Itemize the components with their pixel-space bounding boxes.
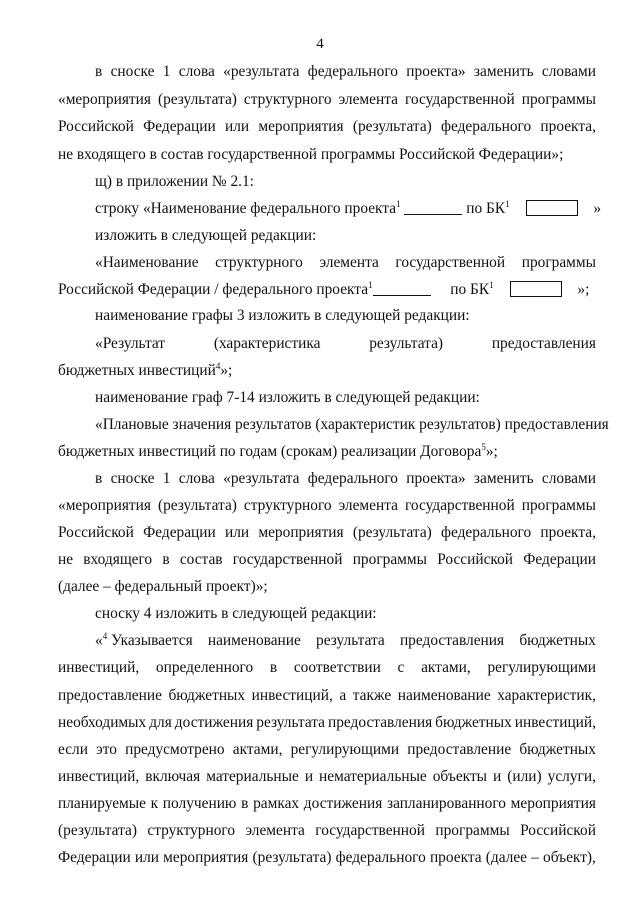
word: государственной [395,254,506,271]
word: в [269,659,278,676]
word: инвестиций, [514,714,596,731]
word: наименование [207,632,301,649]
word: государственной [232,551,343,568]
word: (результата) [58,822,137,839]
para8-line1: наименование граф 7-14 изложить в следующей редакции: [95,389,480,406]
word: предоставление [58,687,162,704]
word: словами [541,63,596,80]
para4-line1: изложить в следующей редакции: [95,227,317,244]
word: инвестиций, [251,687,333,704]
para10-line2 [58,496,596,516]
word: Федерации [58,849,131,866]
para12-line8 [58,821,596,841]
word: проекта» [406,63,466,80]
para12-line1 [95,631,596,651]
word: заменить [473,63,534,80]
word: соответствии [293,659,381,676]
para5-mid: по БК [450,281,490,298]
word: Федерации [523,551,596,568]
word: программы [435,822,510,839]
para12-line7 [58,794,596,814]
word: (или) [507,768,542,785]
para5-end: »; [577,281,590,298]
word: проекта» [406,470,466,487]
word: программы [521,497,596,514]
word: (результата) [352,524,432,541]
word: бюджетных [435,714,512,731]
word: государственной [405,91,515,108]
para1-line2 [58,90,596,110]
word: элемента [338,497,398,514]
word: федерального [441,118,532,135]
word: слова [178,470,215,487]
word: структурного [243,497,332,514]
word: Российской [58,524,134,541]
word: не [58,551,74,568]
word: наименование [397,687,491,704]
word: для [149,714,172,731]
para7-prefix: бюджетных инвестиций [58,362,216,379]
word: Российской [520,822,596,839]
para5-line2 [58,280,596,300]
word: Российской [58,118,134,135]
word: элемента [319,254,379,271]
word: результата) [369,335,444,352]
word: 1 [162,63,171,80]
word: (результата) [252,849,332,866]
word: государственной [315,822,425,839]
word: или [134,849,159,866]
word: мероприятия [258,524,344,541]
word: бюджетных [519,632,596,649]
word: словами [541,470,596,487]
word: состав [179,551,223,568]
para9-line1: «Плановые значения результатов (характеристик результатов) предоставления [95,416,609,433]
word: в [95,63,103,80]
word: инвестиций, [58,768,140,785]
para1-line3 [58,117,596,137]
word: инвестиций, [58,659,140,676]
word: нематериальные [319,768,427,785]
para3-prefix: строку «Наименование федерального проекта [95,200,397,217]
word: 1 [162,470,171,487]
para10-line4 [58,550,596,570]
word: (далее [485,849,528,866]
word: структурного [215,254,303,271]
word: программы [352,551,427,568]
word: предоставления [399,632,505,649]
word: это [96,741,117,758]
word: в [95,470,103,487]
word: результата [256,714,325,731]
word: (характеристика [213,335,321,352]
word: в [162,551,170,568]
word: достижения [303,795,383,812]
word: «Результат [95,335,166,352]
word: регулирующими [290,741,400,758]
para5-sup1: 1 [368,280,373,290]
word: объекты [432,768,488,785]
word: (результата) [157,497,237,514]
word: структурного [243,91,332,108]
word: материальные [206,768,299,785]
para6-line1: наименование графы 3 изложить в следующей редакции: [95,307,470,324]
para9-prefix: бюджетных инвестиций по годам (срокам) реализации Договора [58,443,482,460]
word: входящего [83,551,153,568]
para1-line1 [95,62,596,82]
para9-end: »; [485,443,498,460]
para7-end: »; [220,362,233,379]
word: или [224,524,250,541]
word: «результата [223,470,300,487]
para1-line4: не входящего в состав государственной программы Российской Федерации»; [58,146,564,163]
word: результата [316,632,385,649]
word: и [493,768,502,785]
para3-mid: по БК [466,200,506,217]
word: а [339,687,347,704]
word: услуги, [547,768,596,785]
word: проекта, [540,524,596,541]
word: определенного [155,659,254,676]
para3-line1 [95,199,602,219]
para11-line1: сноску 4 изложить в следующей редакции: [95,605,377,622]
page-number: 4 [316,36,324,52]
para3-sup1: 1 [396,199,401,209]
blank-box-field [510,281,562,297]
para7-line2 [58,361,596,381]
para7-sup: 4 [215,361,221,371]
word: если [58,741,88,758]
word: получению [162,795,237,812]
word: структурного [147,822,236,839]
word: федерального [307,470,398,487]
para5-line1 [95,253,596,273]
para9-sup: 5 [481,442,486,452]
word: бюджетных [519,741,596,758]
para10-line5: (далее – федеральный проект)»; [58,578,268,595]
word: предоставление [407,741,512,758]
word: «мероприятия [58,497,151,514]
word: сноске [110,63,155,80]
para12-line9 [58,848,596,868]
blank-field-line [404,202,462,215]
word: «Наименование [95,254,199,271]
word: слова [178,63,215,80]
word: предусмотрено [125,741,225,758]
para12-line4 [58,713,596,733]
para5-sup2: 1 [489,280,494,290]
para3-sup2: 1 [505,199,510,209]
word: элемента [338,91,398,108]
word: предоставления [327,714,433,731]
word: достижения [174,714,254,731]
word: характеристик, [497,687,596,704]
word: с [397,659,405,676]
para7-line1 [95,334,596,354]
word: планируемые [58,795,146,812]
word: государственной [405,497,515,514]
word: программы [521,254,596,271]
para9-line2 [58,442,596,462]
word: проекта, [540,118,596,135]
word: (результата) [352,118,432,135]
word: Федерации [143,524,216,541]
word: актами, [421,659,471,676]
word: к [150,795,159,812]
word: мероприятия [510,795,596,812]
word: в [241,795,249,812]
word: объект), [543,849,596,866]
para12-line6 [58,767,596,787]
para5-prefix: Российской Федерации / федерального проекта [58,281,369,298]
word: заменить [473,470,534,487]
word: «результата [223,63,300,80]
para12-line3 [58,686,596,706]
word: необходимых [58,714,147,731]
blank-box-field [526,200,578,216]
word: (результата) [157,91,237,108]
word: сноске [110,470,155,487]
word: включая [145,768,201,785]
word: федерального [441,524,532,541]
word: мероприятия [163,849,249,866]
para12-line5 [58,740,596,760]
para12-first-word: «$^4$ Указывается [95,631,193,649]
word: или [224,118,250,135]
para12-line2 [58,658,596,678]
word: программы [521,91,596,108]
para3-end: » [593,200,602,217]
word: Российской [437,551,514,568]
word: федерального [335,849,426,866]
blank-field-line [373,283,431,296]
word: и [304,768,314,785]
word: актами, [232,741,283,758]
word: Федерации [143,118,216,135]
word: бюджетных [168,687,246,704]
word: федерального [307,63,398,80]
word: «мероприятия [58,91,151,108]
para10-line1 [95,469,596,489]
word: проекта [429,849,482,866]
word: запланированного [386,795,506,812]
word: – [531,849,539,866]
word: рамках [253,795,300,812]
para10-line3 [58,523,596,543]
word: предоставления [491,335,596,352]
word: мероприятия [258,118,344,135]
para2-line1: щ) в приложении № 2.1: [95,173,254,190]
word: элемента [245,822,305,839]
word: также [352,687,392,704]
word: регулирующими [487,659,596,676]
